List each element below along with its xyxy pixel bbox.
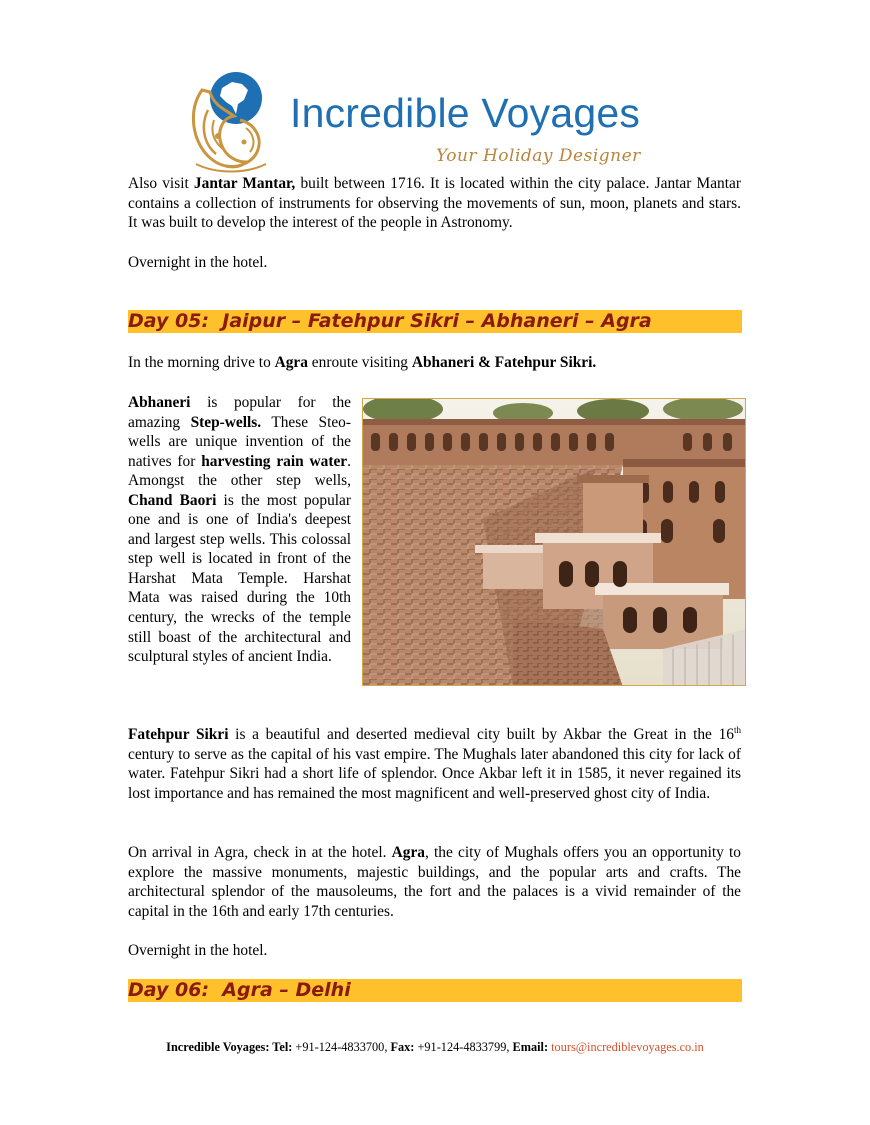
overnight-text-2: Overnight in the hotel.	[128, 942, 268, 959]
step-well-illustration	[363, 399, 746, 686]
day-05-heading: Day 05: Jaipur – Fatehpur Sikri – Abhaneri – Agra	[128, 310, 742, 333]
day-06-heading: Day 06: Agra – Delhi	[128, 979, 742, 1002]
footer-contact: Incredible Voyages: Tel: +91-124-4833700, Fax: +91-124-4833799, Email: tours@incrediblevoyages.co.in	[166, 1040, 704, 1054]
agra-paragraph: On arrival in Agra, check in at the hotel. Agra, the city of Mughals offers you an opportunity to explore the massive monuments, majestic buildings, and the popular arts and crafts. The architectural splendor of the mausoleums, the fort and the palaces is a vivid remainder of the capital in the 16th and early 17th centuries.	[128, 844, 741, 920]
email-link[interactable]: tours@incrediblevoyages.co.in	[548, 1040, 704, 1054]
chand-baori-photo	[362, 398, 746, 686]
abhaneri-paragraph: Abhaneri is popular for the amazing Step-wells. These Steo-wells are unique invention of the natives for harvesting rain water. Amongst the other step wells, Chand Baori is the most popular one and is one of India's deepest and largest step wells. This colossal step well is located in front of the Harshat Mata Temple. Harshat Mata was raised during the 10th century, the wrecks of the temple still boast of the architectural and sculptural styles of ancient India.	[128, 394, 352, 666]
overnight-text-1: Overnight in the hotel.	[128, 254, 268, 271]
header-logo	[186, 70, 686, 174]
brand-name: Incredible Voyages	[290, 90, 641, 136]
fatehpur-sikri-paragraph: Fatehpur Sikri is a beautiful and deserted medieval city built by Akbar the Great in the 16th century to serve as the capital of his vast empire. The Mughals later abandoned this city for lack of water. Fatehpur Sikri had a short life of splendor. Once Akbar left it in 1585, it never regained its lost importance and has remained the most magnificent and well-preserved ghost city of India.	[128, 724, 741, 802]
drive-to-agra-text: In the morning drive to Agra enroute visiting Abhaneri & Fatehpur Sikri.	[128, 354, 597, 371]
india-map-paisley-logo-icon	[186, 70, 278, 174]
brand-tagline: Your Holiday Designer	[436, 146, 641, 166]
jantar-mantar-paragraph: Also visit Jantar Mantar, built between 1716. It is located within the city palace. Jantar Mantar contains a collection of instruments for observing the movements of sun, moon, planets and stars. It was built to develop the interest of the people in Astronomy.	[128, 175, 741, 231]
